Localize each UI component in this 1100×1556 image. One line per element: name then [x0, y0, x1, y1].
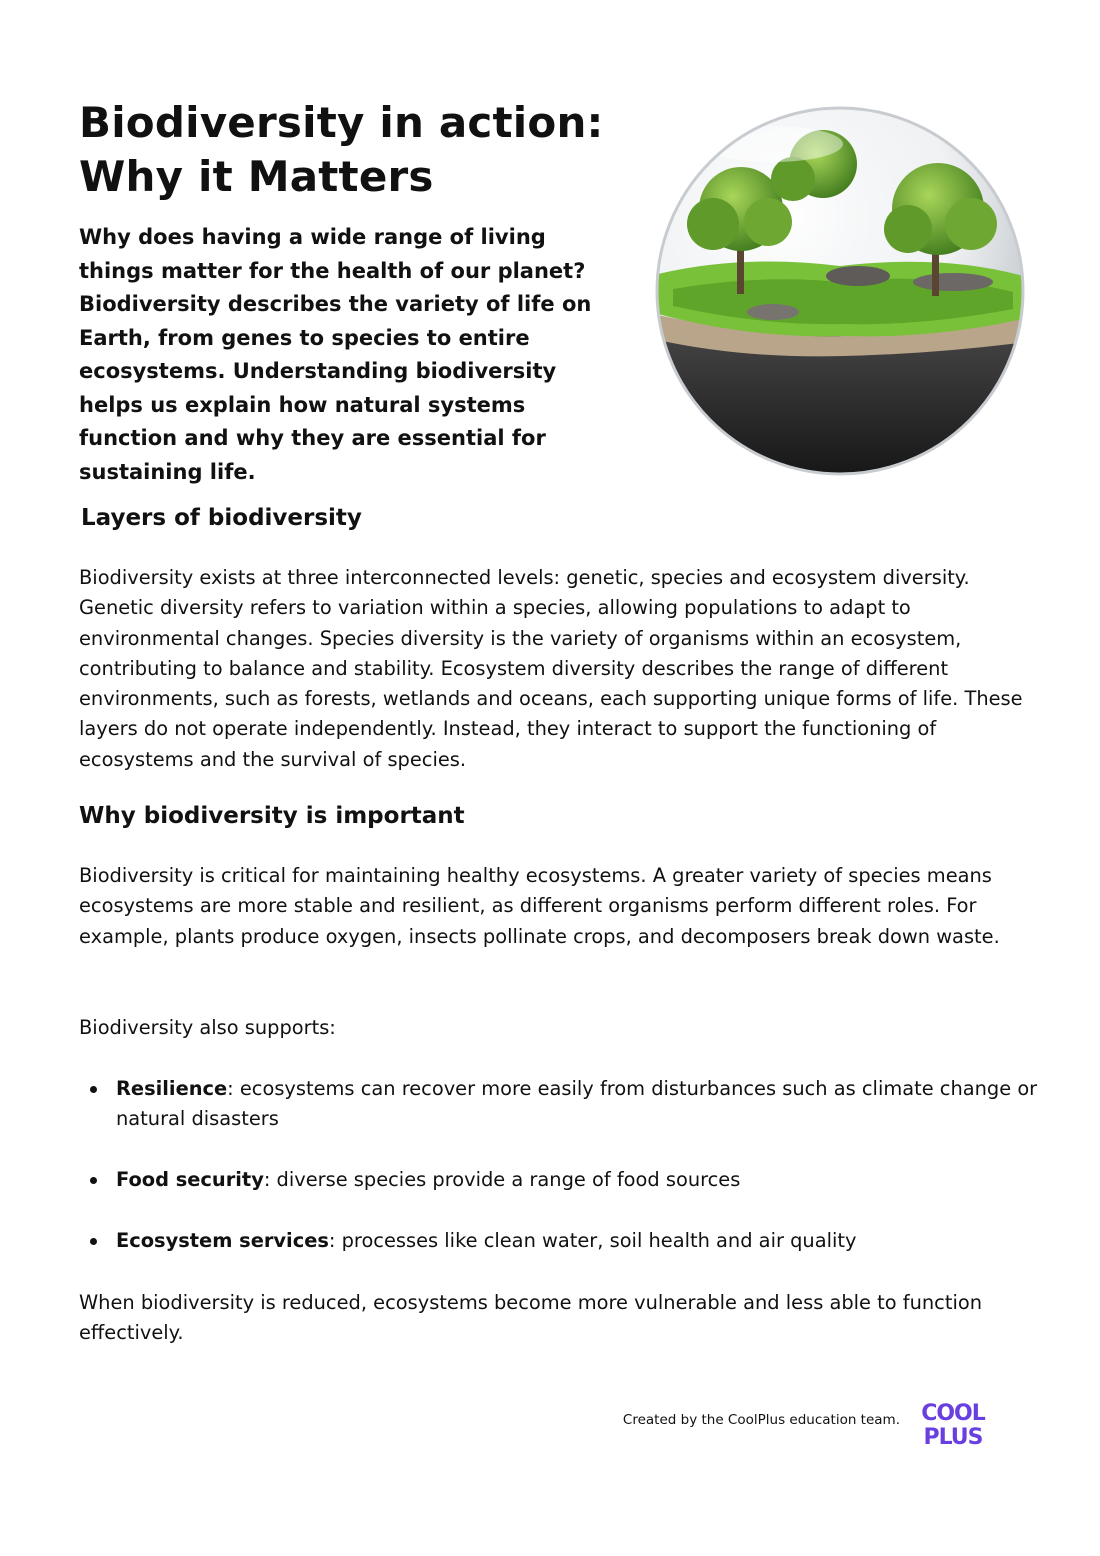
list-item: [79, 1074, 1039, 1135]
section-heading-layers: Layers of biodiversity: [81, 505, 362, 531]
intro-paragraph: Why does having a wide range of living things matter for the health of our planet? Biodiversity describes the variety of life on Earth, from genes to species to entire ecosystems. Understanding biodiversity helps us explain how natural systems function and why they are essential for sustaining life.: [79, 225, 592, 484]
title-line-2: Why it Matters: [79, 152, 434, 201]
bullet-text: : ecosystems can recover more easily from disturbances such as climate change or natural disasters: [116, 1077, 1038, 1131]
title-line-1: Biodiversity in action:: [79, 98, 604, 147]
bullet-icon: [90, 1086, 97, 1093]
page-title: [79, 96, 679, 204]
supports-intro: Biodiversity also supports:: [79, 1016, 336, 1039]
bullet-text: : diverse species provide a range of food sources: [263, 1168, 741, 1191]
conclusion-paragraph: When biodiversity is reduced, ecosystems become more vulnerable and less able to function effectively.: [79, 1291, 982, 1345]
coolplus-logo: [914, 1397, 992, 1449]
footer-credit: Created by the CoolPlus education team.: [622, 1412, 900, 1428]
layers-paragraph: Biodiversity exists at three interconnected levels: genetic, species and ecosystem diversity. Genetic diversity refers to variation within a species, allowing populations to adapt to environmental changes. Species diversity is the variety of organisms within an ecosystem, contributing to balance and stability. Ecosystem diversity describes the range of different environments, such as forests, wetlands and oceans, each supporting unique forms of life. These layers do not operate independently. Instead, they interact to support the functioning of ecosystems and the survival of species.: [79, 566, 1023, 771]
bullet-term: Food security: [116, 1168, 264, 1191]
svg-text:COOL: COOL: [921, 1401, 985, 1426]
bullet-text: : processes like clean water, soil health and air quality: [328, 1229, 857, 1252]
list-item: [79, 1226, 1039, 1256]
importance-paragraph: Biodiversity is critical for maintaining healthy ecosystems. A greater variety of species means ecosystems are more stable and resilient, as different organisms perform different roles. For example, plants produce oxygen, insects pollinate crops, and decomposers break down waste.: [79, 864, 1000, 948]
bullet-term: Ecosystem services: [116, 1229, 329, 1252]
bullet-icon: [90, 1177, 97, 1184]
svg-text:PLUS: PLUS: [923, 1425, 983, 1449]
section-heading-importance: Why biodiversity is important: [79, 803, 465, 829]
bullet-term: Resilience: [116, 1077, 228, 1100]
bullet-icon: [90, 1238, 97, 1245]
list-item: [79, 1165, 1039, 1195]
terrarium-globe-illustration: [653, 104, 1027, 478]
